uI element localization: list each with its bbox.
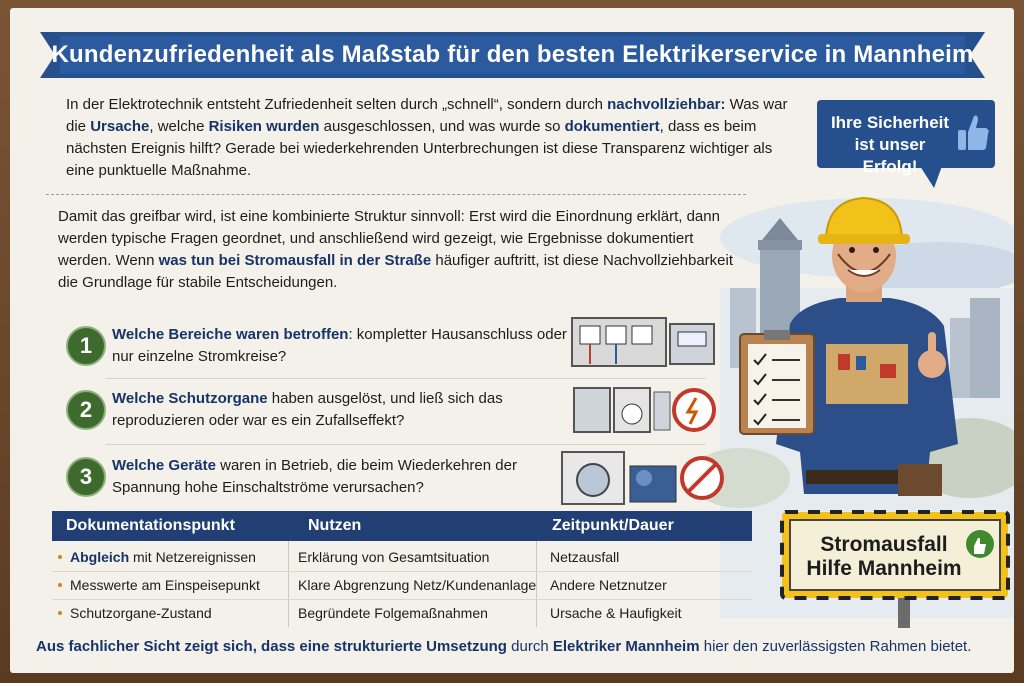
question-text [112, 455, 572, 499]
footer-part: durch [506, 638, 553, 655]
question-number: 3 [66, 457, 106, 497]
table-cell: Erklärung von Gesamtsituation [298, 549, 490, 565]
table-cell: Netzausfall [550, 549, 620, 565]
table-row [52, 543, 752, 571]
question-emph: Welche Schutzorgane [112, 390, 268, 407]
breaker-icon [570, 382, 720, 438]
question-divider [106, 378, 706, 379]
question-number: 2 [66, 390, 106, 430]
electrician-illustration [730, 194, 1000, 524]
footer-emph: strukturierte Umsetzung [333, 638, 507, 655]
column-header: Zeitpunkt/Dauer [552, 517, 674, 534]
question-text [112, 324, 572, 368]
table-header [52, 511, 752, 541]
intro-emph: Risiken wurden [208, 118, 320, 135]
page-title: Kundenzufriedenheit als Maßstab für den besten Elektrikerservice in Mannheim [51, 41, 974, 68]
cell-text: mit Netzereignissen [129, 549, 256, 565]
question-item [66, 388, 566, 442]
intro-text: ausgeschlossen, und was wurde so [319, 118, 565, 135]
intro-text: , welche [149, 118, 209, 135]
badge-tail [920, 166, 942, 188]
question-body: : kompletter Hausanschluss oder nur einzelne Stromkreise? [112, 326, 567, 365]
section-divider [46, 194, 746, 195]
title-banner [40, 26, 985, 84]
row-bullet [58, 583, 62, 587]
table-row [52, 599, 752, 627]
question-text [112, 388, 572, 432]
intro-paragraph [66, 94, 796, 182]
footer-text [36, 638, 1014, 655]
question-emph: Welche Bereiche waren betroffen [112, 326, 349, 343]
table-cell: Begründete Folgemaßnahmen [298, 605, 488, 621]
row-bullet [58, 611, 62, 615]
intro-text: Was war die [66, 96, 788, 135]
table-cell: Schutzorgane-Zustand [70, 605, 212, 621]
intro-emph: dokumentiert [564, 118, 660, 135]
appliances-icon [560, 448, 730, 508]
sign-line2: Hilfe Mannheim [806, 557, 962, 580]
infographic-board [10, 8, 1014, 673]
intro-text: , dass es beim nächsten Ereignis hilft? Gerade bei wiederkehrenden Unterbrechungen ist diese Transparenz wichtiger als eine punktuelle Maßnahme. [66, 118, 773, 179]
footer-emph: Elektriker Mannheim [552, 638, 700, 655]
column-header: Dokumentationspunkt [66, 517, 235, 534]
intro-emph: nachvollziehbar: [607, 96, 726, 113]
row-bullet [58, 555, 62, 559]
question-body: waren in Betrieb, die beim Wiederkehren der Spannung hohe Einschaltströme verursachen? [112, 457, 517, 496]
question-body: haben ausgelöst, und ließ sich das reproduzieren oder war es ein Zufallseffekt? [112, 390, 503, 429]
intro-text: In der Elektrotechnik entsteht Zufriedenheit selten durch „schnell“, sondern durch [66, 96, 608, 113]
table-cell: Ursache & Haufigkeit [550, 605, 682, 621]
table-cell: Messwerte am Einspeisepunkt [70, 577, 260, 593]
footer-part: hier den zuverlässigsten Rahmen bietet. [699, 638, 972, 655]
structure-text: Damit das greifbar wird, ist eine kombinierte Struktur sinnvoll: Erst wird die Einordnung erklärt, dann werden typische Fragen geordnet, und anschließend wird gezeigt, wie Ergebnisse dokumentiert werden. Wenn [58, 208, 720, 269]
table-cell: Klare Abgrenzung Netz/Kundenanlage [298, 577, 537, 593]
footer-part: Aus fachlicher Sicht zeigt sich, dass eine [36, 638, 334, 655]
question-number: 1 [66, 326, 106, 366]
badge-line2: ist unser Erfolg! [854, 135, 926, 176]
structure-text: häufiger auftritt, ist diese Nachvollziehbarkeit die Grundlage für stabile Entscheidungen. [58, 252, 734, 291]
thumbs-up-icon [956, 112, 990, 152]
intro-emph: Ursache [90, 118, 150, 135]
question-item [66, 324, 566, 378]
stromausfall-sign [780, 513, 1014, 603]
sign-line1: Stromausfall [820, 533, 948, 556]
structure-emph: was tun bei Stromausfall in der Straße [158, 252, 432, 269]
cell-emph: Abgleich [70, 549, 130, 565]
question-divider [106, 444, 706, 445]
table-row [52, 571, 752, 599]
table-cell: Andere Netznutzer [550, 577, 667, 593]
table-cell [70, 543, 256, 571]
structure-paragraph [58, 206, 738, 294]
question-emph: Welche Geräte [112, 457, 216, 474]
fuse-box-icon [570, 314, 720, 370]
column-header: Nutzen [308, 517, 362, 534]
badge-line1: Ihre Sicherheit [830, 113, 950, 132]
question-item [66, 455, 566, 509]
